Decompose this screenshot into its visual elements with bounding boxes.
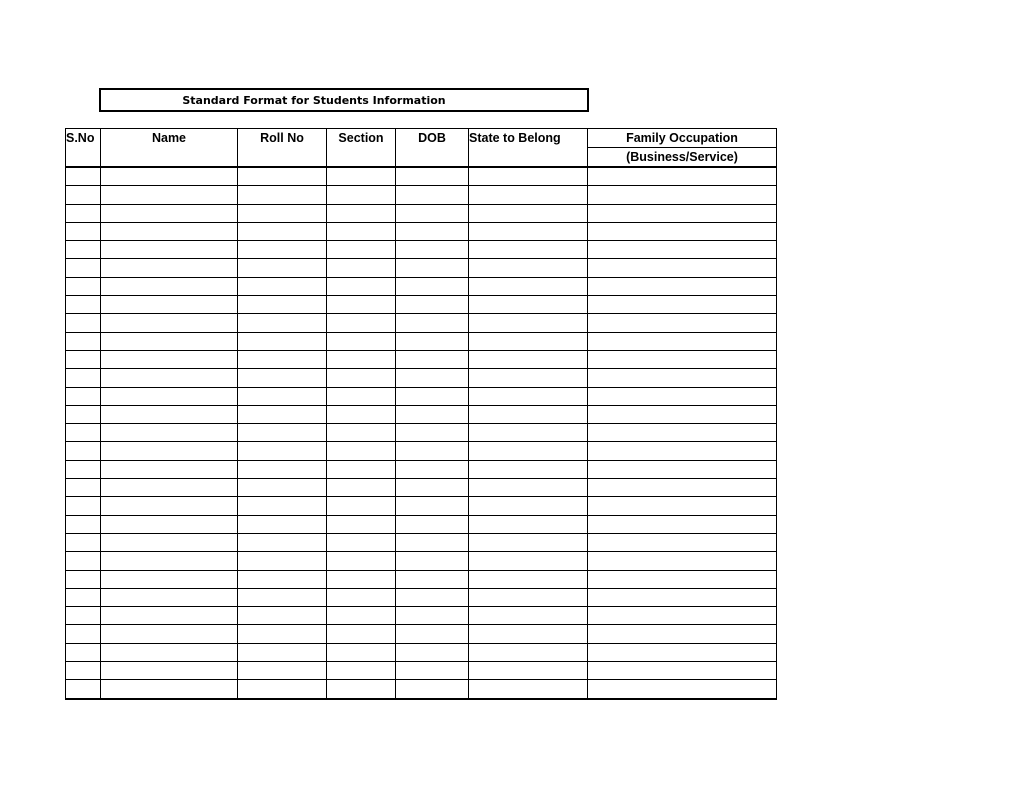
empty-cell[interactable] xyxy=(396,497,469,515)
empty-cell[interactable] xyxy=(588,552,777,570)
empty-cell[interactable] xyxy=(101,497,238,515)
empty-cell[interactable] xyxy=(396,552,469,570)
empty-cell[interactable] xyxy=(327,625,396,643)
empty-cell[interactable] xyxy=(238,259,327,277)
table-row xyxy=(66,607,777,625)
empty-cell[interactable] xyxy=(101,442,238,460)
empty-cell[interactable] xyxy=(327,314,396,332)
form-title-text: Standard Format for Students Information xyxy=(182,93,446,107)
empty-cell[interactable] xyxy=(327,607,396,625)
empty-cell[interactable] xyxy=(588,497,777,515)
empty-cell[interactable] xyxy=(588,662,777,680)
empty-cell[interactable] xyxy=(101,680,238,699)
empty-cell[interactable] xyxy=(588,607,777,625)
table-row xyxy=(66,332,777,350)
empty-cell[interactable] xyxy=(588,570,777,588)
empty-cell[interactable] xyxy=(396,607,469,625)
empty-cell[interactable] xyxy=(469,332,588,350)
empty-cell[interactable] xyxy=(66,167,101,186)
empty-cell[interactable] xyxy=(101,479,238,497)
empty-cell[interactable] xyxy=(588,515,777,533)
empty-cell[interactable] xyxy=(101,186,238,204)
empty-cell[interactable] xyxy=(469,222,588,240)
empty-cell[interactable] xyxy=(396,332,469,350)
empty-cell[interactable] xyxy=(327,662,396,680)
empty-cell[interactable] xyxy=(469,387,588,405)
empty-cell[interactable] xyxy=(66,424,101,442)
empty-cell[interactable] xyxy=(396,515,469,533)
empty-cell[interactable] xyxy=(66,222,101,240)
empty-cell[interactable] xyxy=(66,369,101,387)
empty-cell[interactable] xyxy=(588,314,777,332)
table-row xyxy=(66,314,777,332)
empty-cell[interactable] xyxy=(469,241,588,259)
table-row xyxy=(66,643,777,661)
empty-cell[interactable] xyxy=(469,552,588,570)
empty-cell[interactable] xyxy=(469,588,588,606)
empty-cell[interactable] xyxy=(396,369,469,387)
empty-cell[interactable] xyxy=(588,277,777,295)
empty-cell[interactable] xyxy=(469,350,588,368)
empty-cell[interactable] xyxy=(327,259,396,277)
empty-cell[interactable] xyxy=(238,167,327,186)
empty-cell[interactable] xyxy=(101,588,238,606)
empty-cell[interactable] xyxy=(66,442,101,460)
table-row xyxy=(66,277,777,295)
empty-cell[interactable] xyxy=(101,424,238,442)
empty-cell[interactable] xyxy=(469,204,588,222)
empty-cell[interactable] xyxy=(588,350,777,368)
empty-cell[interactable] xyxy=(66,479,101,497)
empty-cell[interactable] xyxy=(101,369,238,387)
empty-cell[interactable] xyxy=(238,277,327,295)
empty-cell[interactable] xyxy=(101,222,238,240)
empty-cell[interactable] xyxy=(588,533,777,551)
empty-cell[interactable] xyxy=(101,204,238,222)
empty-cell[interactable] xyxy=(327,680,396,699)
empty-cell[interactable] xyxy=(327,533,396,551)
empty-cell[interactable] xyxy=(66,588,101,606)
empty-cell[interactable] xyxy=(588,442,777,460)
table-row xyxy=(66,515,777,533)
empty-cell[interactable] xyxy=(66,186,101,204)
column-header-state: State to Belong xyxy=(469,129,588,168)
empty-cell[interactable] xyxy=(101,241,238,259)
empty-cell[interactable] xyxy=(101,570,238,588)
empty-cell[interactable] xyxy=(469,167,588,186)
empty-cell[interactable] xyxy=(469,460,588,478)
empty-cell[interactable] xyxy=(469,296,588,314)
empty-cell[interactable] xyxy=(588,588,777,606)
empty-cell[interactable] xyxy=(327,405,396,423)
empty-cell[interactable] xyxy=(101,387,238,405)
empty-cell[interactable] xyxy=(469,277,588,295)
column-header-sno: S.No xyxy=(66,129,101,168)
empty-cell[interactable] xyxy=(327,204,396,222)
empty-cell[interactable] xyxy=(101,533,238,551)
empty-cell[interactable] xyxy=(66,552,101,570)
empty-cell[interactable] xyxy=(66,332,101,350)
empty-cell[interactable] xyxy=(327,387,396,405)
empty-cell[interactable] xyxy=(396,680,469,699)
empty-cell[interactable] xyxy=(66,314,101,332)
empty-cell[interactable] xyxy=(238,186,327,204)
empty-cell[interactable] xyxy=(101,332,238,350)
empty-cell[interactable] xyxy=(66,643,101,661)
empty-cell[interactable] xyxy=(396,442,469,460)
column-header-roll-no: Roll No xyxy=(238,129,327,168)
empty-cell[interactable] xyxy=(327,515,396,533)
empty-cell[interactable] xyxy=(327,442,396,460)
empty-cell[interactable] xyxy=(396,222,469,240)
empty-cell[interactable] xyxy=(469,259,588,277)
empty-cell[interactable] xyxy=(238,296,327,314)
empty-cell[interactable] xyxy=(238,533,327,551)
empty-cell[interactable] xyxy=(327,497,396,515)
table-row xyxy=(66,497,777,515)
empty-cell[interactable] xyxy=(469,515,588,533)
empty-cell[interactable] xyxy=(238,369,327,387)
empty-cell[interactable] xyxy=(101,643,238,661)
empty-cell[interactable] xyxy=(66,241,101,259)
empty-cell[interactable] xyxy=(396,533,469,551)
empty-cell[interactable] xyxy=(327,552,396,570)
empty-cell[interactable] xyxy=(396,479,469,497)
empty-cell[interactable] xyxy=(327,570,396,588)
empty-cell[interactable] xyxy=(238,497,327,515)
empty-cell[interactable] xyxy=(238,570,327,588)
empty-cell[interactable] xyxy=(396,167,469,186)
empty-cell[interactable] xyxy=(396,186,469,204)
empty-cell[interactable] xyxy=(588,167,777,186)
empty-cell[interactable] xyxy=(327,350,396,368)
empty-cell[interactable] xyxy=(588,625,777,643)
table-row xyxy=(66,460,777,478)
empty-cell[interactable] xyxy=(396,405,469,423)
empty-cell[interactable] xyxy=(469,405,588,423)
table-row xyxy=(66,259,777,277)
column-header-section: Section xyxy=(327,129,396,168)
empty-cell[interactable] xyxy=(327,332,396,350)
empty-cell[interactable] xyxy=(588,643,777,661)
table-row xyxy=(66,350,777,368)
empty-cell[interactable] xyxy=(238,204,327,222)
empty-cell[interactable] xyxy=(238,405,327,423)
empty-cell[interactable] xyxy=(238,442,327,460)
empty-cell[interactable] xyxy=(327,186,396,204)
empty-cell[interactable] xyxy=(469,314,588,332)
empty-cell[interactable] xyxy=(588,424,777,442)
empty-cell[interactable] xyxy=(327,643,396,661)
empty-cell[interactable] xyxy=(101,662,238,680)
empty-cell[interactable] xyxy=(396,259,469,277)
table-row xyxy=(66,625,777,643)
empty-cell[interactable] xyxy=(396,460,469,478)
empty-cell[interactable] xyxy=(66,350,101,368)
table-row xyxy=(66,296,777,314)
empty-cell[interactable] xyxy=(588,332,777,350)
empty-cell[interactable] xyxy=(396,424,469,442)
empty-cell[interactable] xyxy=(396,588,469,606)
empty-cell[interactable] xyxy=(238,625,327,643)
empty-cell[interactable] xyxy=(66,460,101,478)
empty-cell[interactable] xyxy=(588,222,777,240)
empty-cell[interactable] xyxy=(396,570,469,588)
table-row xyxy=(66,424,777,442)
empty-cell[interactable] xyxy=(396,204,469,222)
table-row xyxy=(66,369,777,387)
table-row xyxy=(66,588,777,606)
empty-cell[interactable] xyxy=(101,296,238,314)
empty-cell[interactable] xyxy=(469,497,588,515)
empty-cell[interactable] xyxy=(327,479,396,497)
empty-cell[interactable] xyxy=(66,296,101,314)
empty-cell[interactable] xyxy=(588,405,777,423)
column-header-family-occupation: Family Occupation xyxy=(588,129,777,148)
table-row xyxy=(66,570,777,588)
table-row xyxy=(66,167,777,186)
empty-cell[interactable] xyxy=(238,680,327,699)
empty-cell[interactable] xyxy=(588,387,777,405)
empty-cell[interactable] xyxy=(238,552,327,570)
students-info-table xyxy=(65,128,777,700)
empty-cell[interactable] xyxy=(588,241,777,259)
empty-cell[interactable] xyxy=(66,515,101,533)
empty-cell[interactable] xyxy=(66,533,101,551)
table-row xyxy=(66,552,777,570)
table-row xyxy=(66,186,777,204)
empty-cell[interactable] xyxy=(101,350,238,368)
empty-cell[interactable] xyxy=(588,296,777,314)
empty-cell[interactable] xyxy=(588,680,777,699)
empty-cell[interactable] xyxy=(469,186,588,204)
empty-cell[interactable] xyxy=(396,350,469,368)
empty-cell[interactable] xyxy=(101,552,238,570)
empty-cell[interactable] xyxy=(101,277,238,295)
empty-cell[interactable] xyxy=(588,460,777,478)
empty-cell[interactable] xyxy=(66,662,101,680)
empty-cell[interactable] xyxy=(101,405,238,423)
empty-cell[interactable] xyxy=(238,515,327,533)
form-title xyxy=(99,88,589,112)
empty-cell[interactable] xyxy=(66,625,101,643)
empty-cell[interactable] xyxy=(396,277,469,295)
empty-cell[interactable] xyxy=(469,479,588,497)
column-subheader-occupation-type: (Business/Service) xyxy=(588,148,777,168)
empty-cell[interactable] xyxy=(327,277,396,295)
empty-cell[interactable] xyxy=(469,424,588,442)
table-row xyxy=(66,222,777,240)
empty-cell[interactable] xyxy=(238,643,327,661)
empty-cell[interactable] xyxy=(101,460,238,478)
empty-cell[interactable] xyxy=(588,259,777,277)
empty-cell[interactable] xyxy=(101,515,238,533)
table-row xyxy=(66,387,777,405)
empty-cell[interactable] xyxy=(238,387,327,405)
empty-cell[interactable] xyxy=(66,405,101,423)
empty-cell[interactable] xyxy=(327,296,396,314)
empty-cell[interactable] xyxy=(469,607,588,625)
empty-cell[interactable] xyxy=(66,497,101,515)
empty-cell[interactable] xyxy=(66,259,101,277)
empty-cell[interactable] xyxy=(238,607,327,625)
empty-cell[interactable] xyxy=(327,167,396,186)
empty-cell[interactable] xyxy=(469,643,588,661)
empty-cell[interactable] xyxy=(588,479,777,497)
empty-cell[interactable] xyxy=(396,387,469,405)
table-row xyxy=(66,405,777,423)
empty-cell[interactable] xyxy=(469,662,588,680)
empty-cell[interactable] xyxy=(238,479,327,497)
empty-cell[interactable] xyxy=(238,241,327,259)
empty-cell[interactable] xyxy=(588,186,777,204)
empty-cell[interactable] xyxy=(396,625,469,643)
empty-cell[interactable] xyxy=(396,314,469,332)
empty-cell[interactable] xyxy=(469,533,588,551)
empty-cell[interactable] xyxy=(66,277,101,295)
empty-cell[interactable] xyxy=(469,369,588,387)
empty-cell[interactable] xyxy=(396,296,469,314)
empty-cell[interactable] xyxy=(66,387,101,405)
empty-cell[interactable] xyxy=(66,570,101,588)
empty-cell[interactable] xyxy=(396,662,469,680)
table-row xyxy=(66,442,777,460)
table-row xyxy=(66,479,777,497)
empty-cell[interactable] xyxy=(101,259,238,277)
empty-cell[interactable] xyxy=(327,369,396,387)
empty-cell[interactable] xyxy=(238,460,327,478)
empty-cell[interactable] xyxy=(238,662,327,680)
empty-cell[interactable] xyxy=(66,204,101,222)
empty-cell[interactable] xyxy=(66,680,101,699)
empty-cell[interactable] xyxy=(66,607,101,625)
table-row xyxy=(66,662,777,680)
table-row xyxy=(66,204,777,222)
empty-cell[interactable] xyxy=(327,241,396,259)
empty-cell[interactable] xyxy=(469,442,588,460)
empty-cell[interactable] xyxy=(327,424,396,442)
empty-cell[interactable] xyxy=(469,680,588,699)
empty-cell[interactable] xyxy=(469,625,588,643)
empty-cell[interactable] xyxy=(101,314,238,332)
empty-cell[interactable] xyxy=(101,167,238,186)
table-row xyxy=(66,241,777,259)
empty-cell[interactable] xyxy=(238,424,327,442)
empty-cell[interactable] xyxy=(396,643,469,661)
empty-cell[interactable] xyxy=(238,588,327,606)
empty-cell[interactable] xyxy=(238,350,327,368)
empty-cell[interactable] xyxy=(238,332,327,350)
column-header-name: Name xyxy=(101,129,238,168)
table-row xyxy=(66,533,777,551)
empty-cell[interactable] xyxy=(238,222,327,240)
empty-cell[interactable] xyxy=(327,460,396,478)
empty-cell[interactable] xyxy=(101,625,238,643)
empty-cell[interactable] xyxy=(396,241,469,259)
empty-cell[interactable] xyxy=(327,222,396,240)
column-header-dob: DOB xyxy=(396,129,469,168)
empty-cell[interactable] xyxy=(469,570,588,588)
empty-cell[interactable] xyxy=(588,369,777,387)
empty-cell[interactable] xyxy=(588,204,777,222)
empty-cell[interactable] xyxy=(327,588,396,606)
empty-cell[interactable] xyxy=(101,607,238,625)
table-row xyxy=(66,680,777,699)
empty-cell[interactable] xyxy=(238,314,327,332)
